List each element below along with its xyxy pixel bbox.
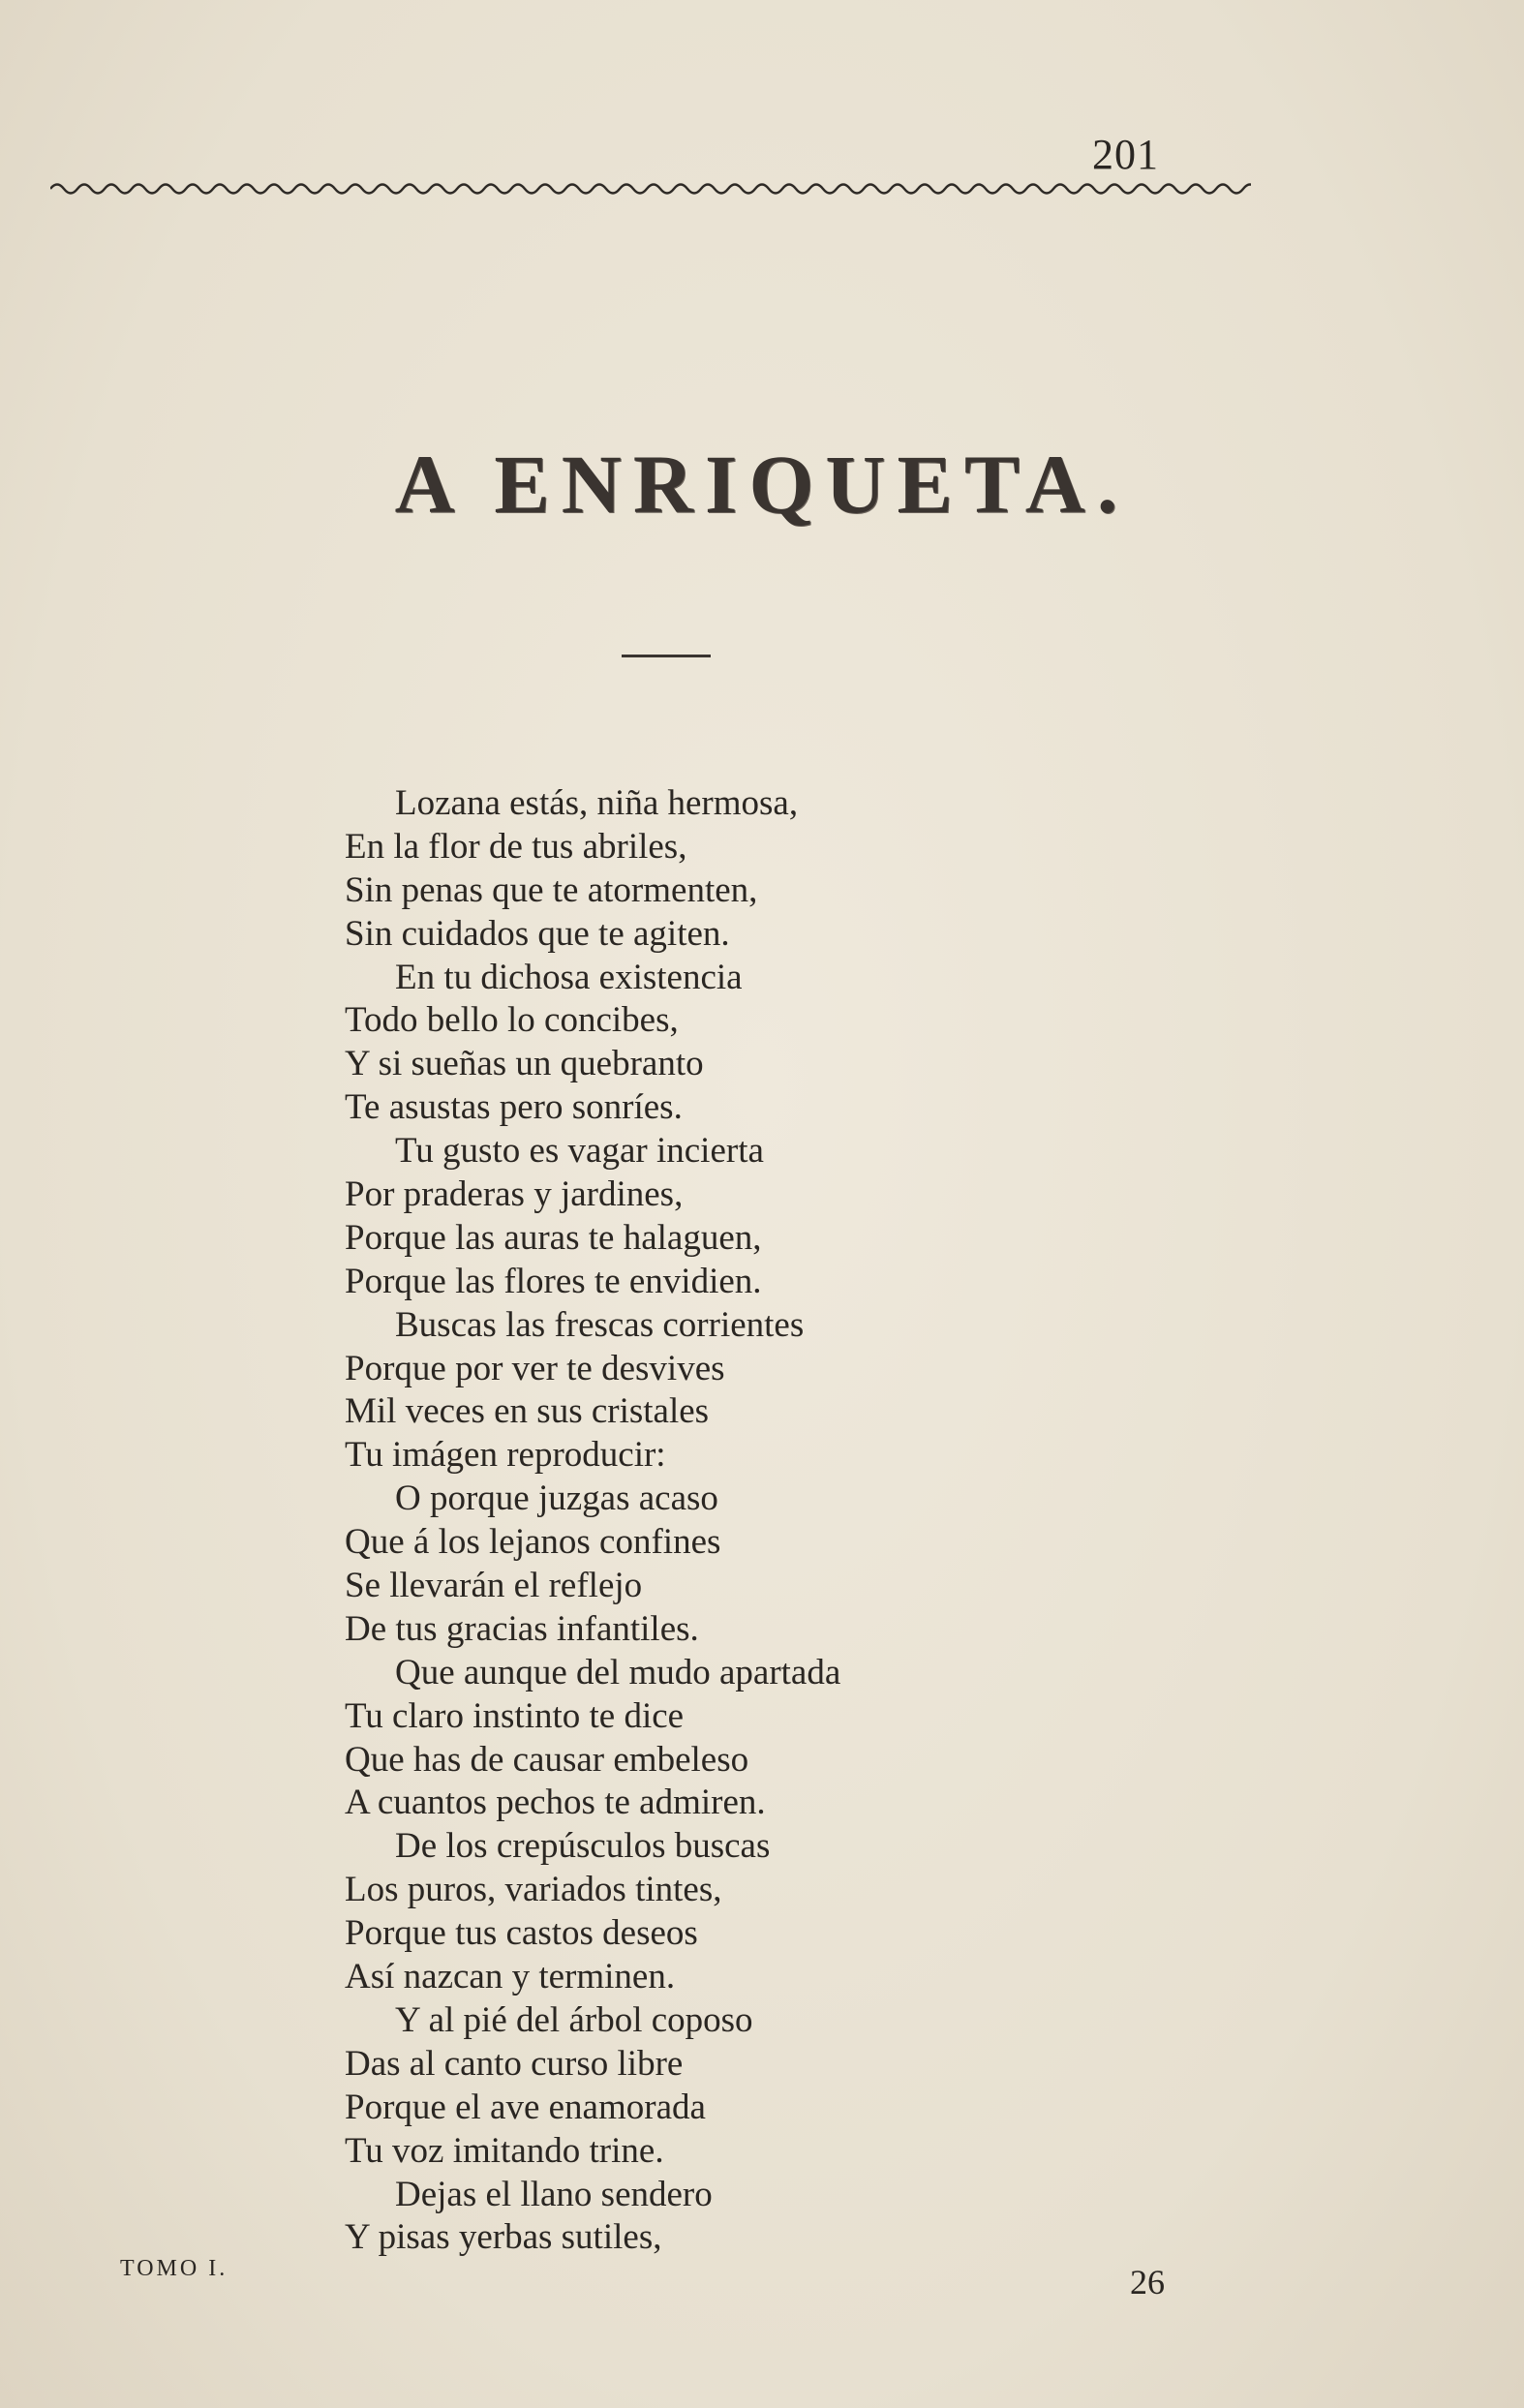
poem-line: Por praderas y jardines,	[345, 1174, 684, 1215]
poem-line: Tu claro instinto te dice	[345, 1695, 685, 1736]
footer-volume-label: TOMO I.	[120, 2256, 229, 2281]
poem-line: Que á los lejanos confines	[345, 1522, 721, 1563]
poem-line: En tu dichosa existencia	[395, 957, 743, 997]
poem-line: Tu gusto es vagar incierta	[395, 1131, 764, 1172]
title-divider	[622, 655, 711, 657]
poem-line: De tus gracias infantiles.	[345, 1608, 699, 1649]
poem-line: De los crepúsculos buscas	[395, 1826, 771, 1867]
wavy-header-rule	[50, 174, 1251, 203]
poem-line: Tu voz imitando trine.	[345, 2130, 664, 2171]
poem-line: Lozana estás, niña hermosa,	[395, 783, 799, 823]
poem-line: Todo bello lo concibes,	[345, 1000, 679, 1041]
poem-line: Porque por ver te desvives	[345, 1348, 725, 1388]
poem-body	[345, 782, 1216, 2260]
poem-line: Que aunque del mudo apartada	[395, 1652, 841, 1692]
poem-line: Los puros, variados tintes,	[345, 1870, 722, 1910]
poem-line: Y pisas yerbas sutiles,	[345, 2217, 662, 2258]
page-number: 201	[1092, 131, 1159, 178]
poem-line: Tu imágen reproducir:	[345, 1435, 666, 1476]
poem-line: Sin penas que te atormenten,	[345, 869, 758, 910]
poem-line: Así nazcan y terminen.	[345, 1957, 676, 1997]
poem-line: Das al canto curso libre	[345, 2043, 684, 2084]
poem-line: Porque el ave enamorada	[345, 2087, 706, 2127]
poem-line: Porque tus castos deseos	[345, 1913, 698, 1954]
poem-line: A cuantos pechos te admiren.	[345, 1783, 766, 1823]
poem-line: Te asustas pero sonríes.	[345, 1087, 683, 1128]
poem-title: A ENRIQUETA.	[394, 438, 1130, 531]
poem-line: Mil veces en sus cristales	[345, 1391, 710, 1432]
poem-line: Buscas las frescas corrientes	[395, 1304, 805, 1345]
poem-line: Porque las auras te halaguen,	[345, 1217, 762, 1258]
poem-line: Porque las flores te envidien.	[345, 1261, 762, 1301]
poem-line: Y si sueñas un quebranto	[345, 1044, 704, 1084]
poem-line: Dejas el llano sendero	[395, 2174, 713, 2214]
poem-line: O porque juzgas acaso	[395, 1478, 718, 1519]
poem-line: Que has de causar embeleso	[345, 1739, 749, 1780]
poem-line: Sin cuidados que te agiten.	[345, 913, 730, 954]
poem-line: En la flor de tus abriles,	[345, 826, 687, 867]
footer-signature-number: 26	[1130, 2263, 1165, 2301]
poem-line: Y al pié del árbol coposo	[395, 1999, 753, 2040]
poem-line: Se llevarán el reflejo	[345, 1566, 643, 1606]
